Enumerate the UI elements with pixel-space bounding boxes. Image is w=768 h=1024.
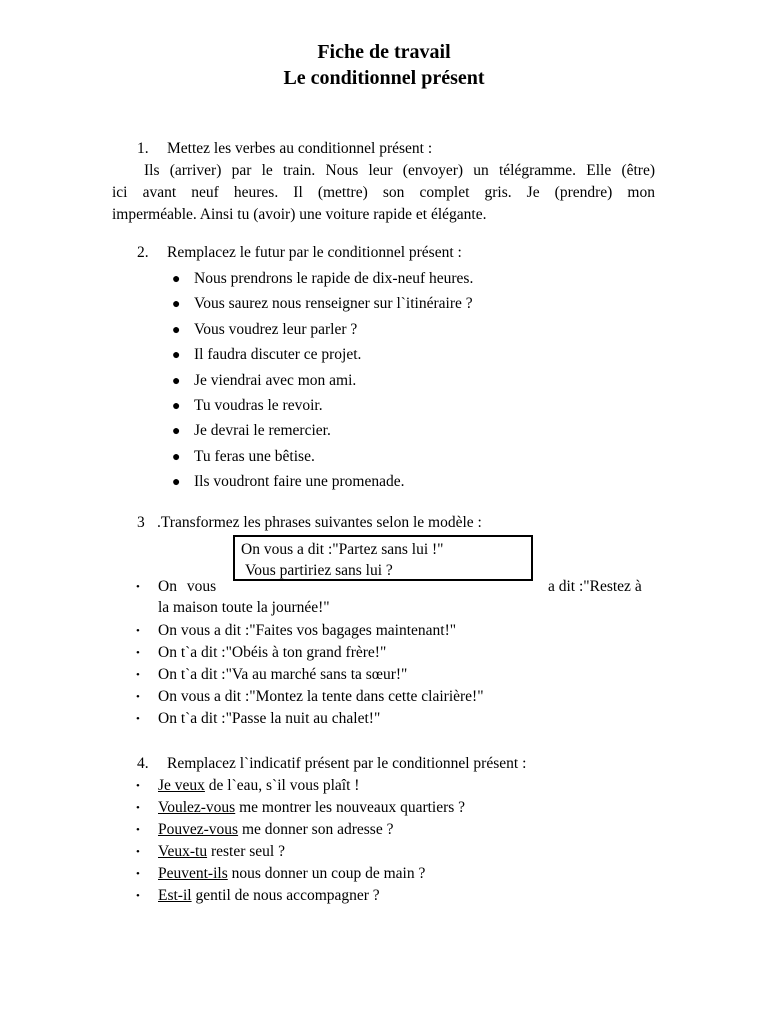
bullet-icon: •	[136, 713, 140, 725]
bullet-icon: •	[136, 802, 140, 814]
list-item: ● Je devrai le remercier.	[172, 418, 473, 443]
model-line: On vous a dit :"Partez sans lui !"	[241, 541, 444, 558]
bullet-icon: •	[136, 846, 140, 858]
list-item: On t`a dit :"Passe la nuit au chalet!"	[158, 710, 381, 727]
section2-list	[172, 266, 473, 495]
bullet-icon: •	[136, 647, 140, 659]
section3-number: 3	[137, 514, 145, 531]
list-item: On t`a dit :"Va au marché sans ta sœur!"	[158, 666, 408, 683]
section3-heading	[137, 512, 482, 534]
bullet-icon: •	[136, 780, 140, 792]
bullet-icon: •	[136, 868, 140, 880]
list-item: On vous a dit :"Montez la tente dans cette clairière!"	[158, 688, 484, 705]
list-item: ● Tu feras une bêtise.	[172, 444, 473, 469]
section3-heading-text: .Transformez les phrases suivantes selon le modèle :	[157, 514, 482, 531]
list-item: ● Vous voudrez leur parler ?	[172, 317, 473, 342]
list-item: Veux-tu rester seul ?	[158, 843, 285, 860]
section1-number: 1.	[137, 140, 149, 157]
section4-heading	[137, 753, 526, 775]
bullet-icon: ●	[172, 322, 181, 338]
bullet-icon: ●	[172, 424, 181, 440]
bullet-icon: ●	[172, 348, 181, 364]
bullet-icon: •	[136, 890, 140, 902]
section2-heading-text: Remplacez le futur par le conditionnel présent :	[167, 244, 462, 261]
bullet-icon: ●	[172, 475, 181, 491]
list-item: Je veux de l`eau, s`il vous plaît !	[158, 777, 360, 794]
list-item: Est-il gentil de nous accompagner ?	[158, 887, 380, 904]
bullet-icon: •	[136, 691, 140, 703]
section1-paragraph-line: Ils (arriver) par le train. Nous leur (envoyer) un télégramme. Elle (être)	[144, 162, 655, 179]
section1-heading	[137, 138, 432, 160]
list-item: ● Vous saurez nous renseigner sur l`itinéraire ?	[172, 291, 473, 316]
model-line: Vous partiriez sans lui ?	[245, 562, 393, 579]
section1-paragraph-line: imperméable. Ainsi tu (avoir) une voiture rapide et élégante.	[112, 206, 487, 223]
section2-number: 2.	[137, 244, 149, 261]
list-item: ● Ils voudront faire une promenade.	[172, 469, 473, 494]
bullet-icon: ●	[172, 297, 181, 313]
section1-heading-text: Mettez les verbes au conditionnel présent :	[167, 140, 433, 157]
worksheet-subtitle: Le conditionnel présent	[283, 67, 485, 89]
model-example-box	[233, 535, 533, 581]
worksheet-title: Fiche de travail	[317, 41, 451, 63]
bullet-icon: ●	[172, 272, 181, 287]
list-item-continued: a dit :"Restez à	[548, 578, 642, 595]
list-item: ● Il faudra discuter ce projet.	[172, 342, 473, 367]
bullet-icon: •	[136, 824, 140, 836]
section1-paragraph-line: ici avant neuf heures. Il (mettre) son complet gris. Je (prendre) mon	[112, 184, 655, 201]
list-item: Voulez-vous me montrer les nouveaux quartiers ?	[158, 799, 466, 816]
list-item: ● Nous prendrons le rapide de dix-neuf heures.	[172, 266, 473, 291]
list-item: On t`a dit :"Obéis à ton grand frère!"	[158, 644, 387, 661]
bullet-icon: ●	[172, 373, 181, 389]
bullet-icon: •	[136, 669, 140, 681]
bullet-icon: •	[136, 625, 140, 637]
section2-heading	[137, 242, 462, 264]
list-item: Peuvent-ils nous donner un coup de main ?	[158, 865, 426, 882]
list-item: On vous a dit :"Faites vos bagages maintenant!"	[158, 622, 457, 639]
list-item: ● Tu voudras le revoir.	[172, 393, 473, 418]
list-item: ● Je viendrai avec mon ami.	[172, 368, 473, 393]
list-item: On vous	[158, 578, 217, 595]
bullet-icon: ●	[172, 398, 181, 414]
bullet-icon: •	[136, 581, 140, 593]
bullet-icon: ●	[172, 449, 181, 465]
section4-number: 4.	[137, 755, 149, 772]
list-item-wrap: la maison toute la journée!"	[158, 599, 330, 616]
list-item: Pouvez-vous me donner son adresse ?	[158, 821, 394, 838]
section4-heading-text: Remplacez l`indicatif présent par le conditionnel présent :	[167, 755, 527, 772]
